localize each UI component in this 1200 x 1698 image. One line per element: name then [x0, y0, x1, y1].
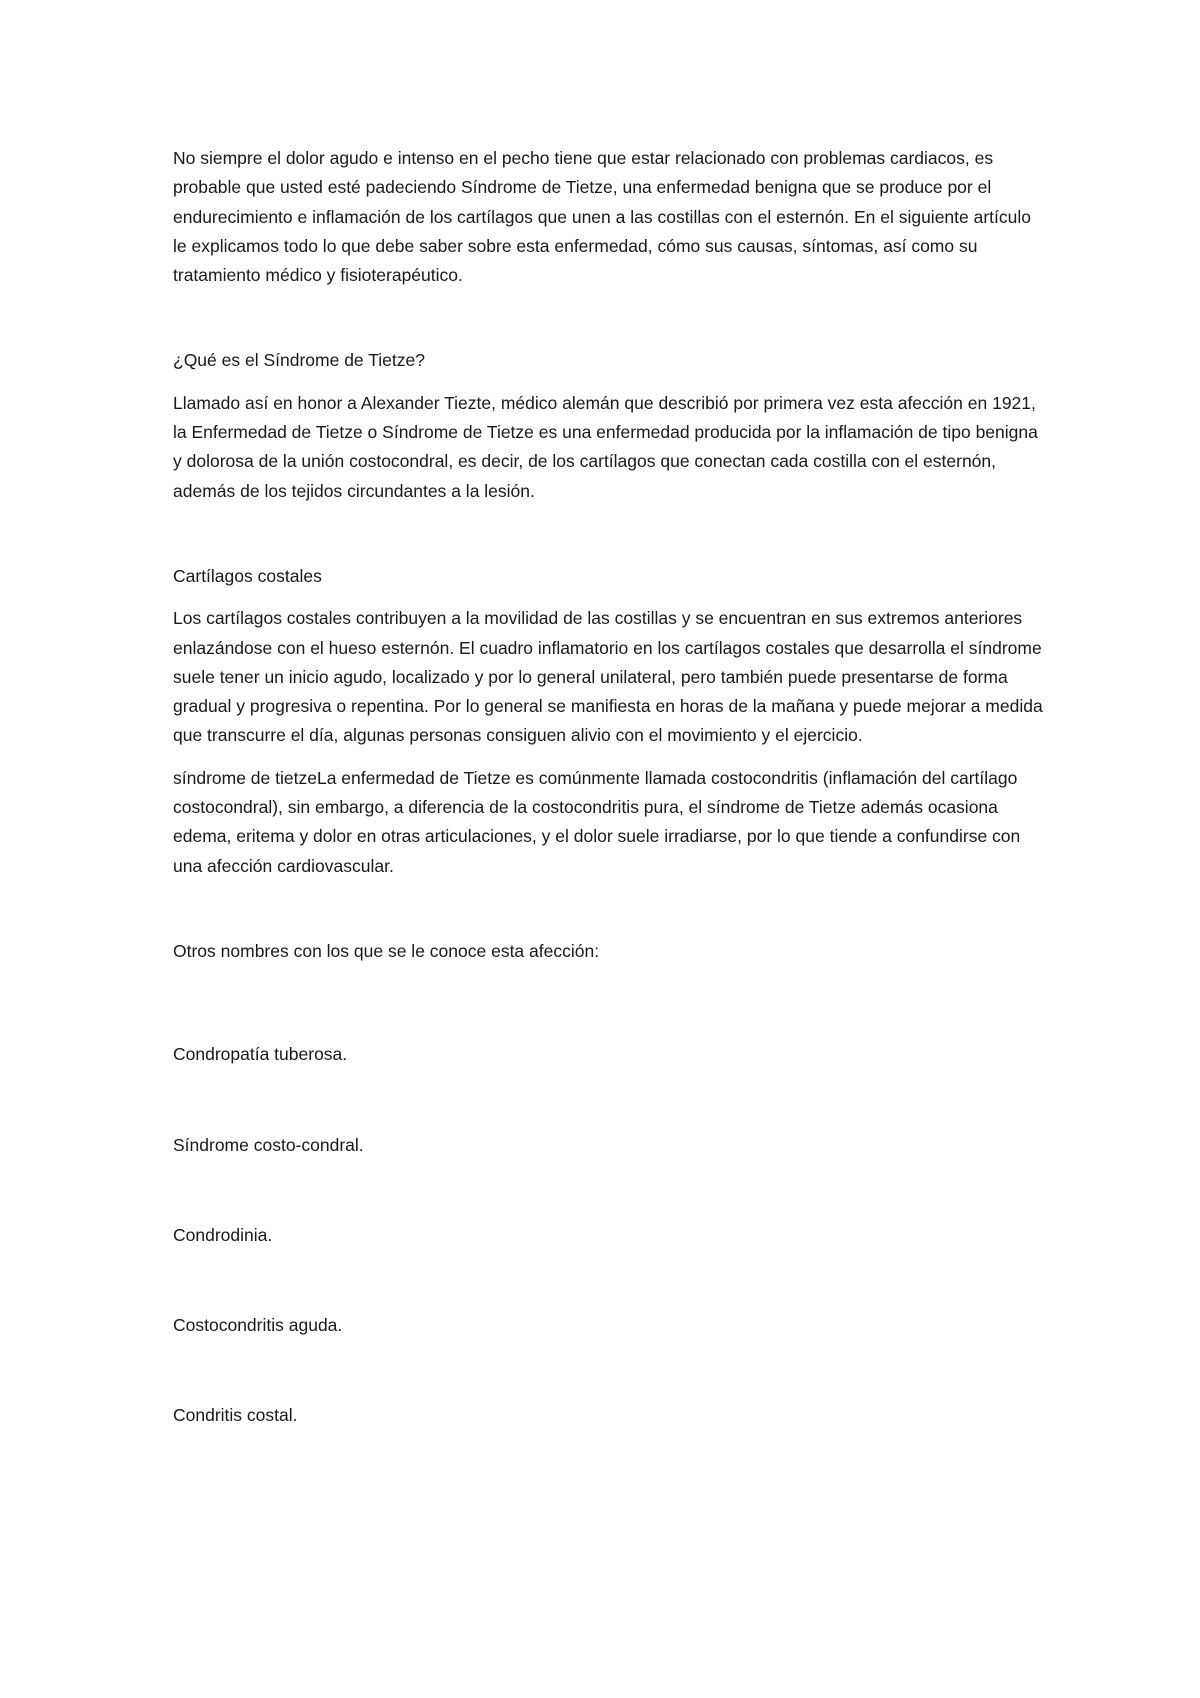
- section-paragraph-cartilagos-2: síndrome de tietzeLa enfermedad de Tietze es comúnmente llamada costocondritis (inflamación del cartílago costocondral), sin embargo, a diferencia de la costocondritis pura, el síndrome de Tietze además ocasiona edema, eritema y dolor en otras articulaciones, y el dolor suele irradiarse, por lo que tiende a confundirse con una afección cardiovascular.: [173, 767, 1021, 876]
- list-item: Condrodinia.: [173, 1224, 273, 1245]
- list-spacer: [173, 1250, 1043, 1311]
- intro-paragraph: No siempre el dolor agudo e intenso en el pecho tiene que estar relacionado con problemas cardiacos, es probable que usted esté padeciendo Síndrome de Tietze, una enfermedad benigna que se produce por el endurecimiento e inflamación de los cartílagos que unen a las costillas con el esternón. En el siguiente artículo le explicamos todo lo que debe saber sobre esta enfermedad, cómo sus causas, síntomas, así como su tratamiento médico y fisioterapéutico.: [173, 148, 1032, 286]
- section-heading-cartilagos: Cartílagos costales: [173, 565, 322, 586]
- list-item: Síndrome costo-condral.: [173, 1134, 364, 1155]
- document-body: [173, 144, 1043, 1431]
- list-spacer: [173, 1160, 1043, 1221]
- list-spacer: [173, 1070, 1043, 1131]
- list-item: Costocondritis aguda.: [173, 1315, 343, 1336]
- list-spacer: [173, 1340, 1043, 1401]
- section-paragraph-que-es: Llamado así en honor a Alexander Tiezte, médico alemán que describió por primera vez esta afección en 1921, la Enfermedad de Tietze o Síndrome de Tietze es una enfermedad producida por la inflamación de tipo benigna y dolorosa de la unión costocondral, es decir, de los cartílagos que conectan cada costilla con el esternón, además de los tejidos circundantes a la lesión.: [173, 392, 1038, 501]
- section-spacer: [173, 894, 1043, 937]
- list-item: Condropatía tuberosa.: [173, 1044, 348, 1065]
- section-heading-otros-nombres: Otros nombres con los que se le conoce esta afección:: [173, 940, 600, 961]
- section-spacer: [173, 303, 1043, 346]
- list-spacer: [173, 979, 1043, 1040]
- list-item: Condritis costal.: [173, 1405, 298, 1426]
- section-spacer: [173, 519, 1043, 562]
- section-heading-que-es: ¿Qué es el Síndrome de Tietze?: [173, 350, 425, 371]
- section-paragraph-cartilagos-1: Los cartílagos costales contribuyen a la movilidad de las costillas y se encuentran en sus extremos anteriores enlazándose con el hueso esternón. El cuadro inflamatorio en los cartílagos costales que desarrolla el síndrome suele tener un inicio agudo, localizado y por lo general unilateral, pero también puede presentarse de forma gradual y progresiva o repentina. Por lo general se manifiesta en horas de la mañana y puede mejorar a medida que transcurre el día, algunas personas consiguen alivio con el movimiento y el ejercicio.: [173, 608, 1043, 746]
